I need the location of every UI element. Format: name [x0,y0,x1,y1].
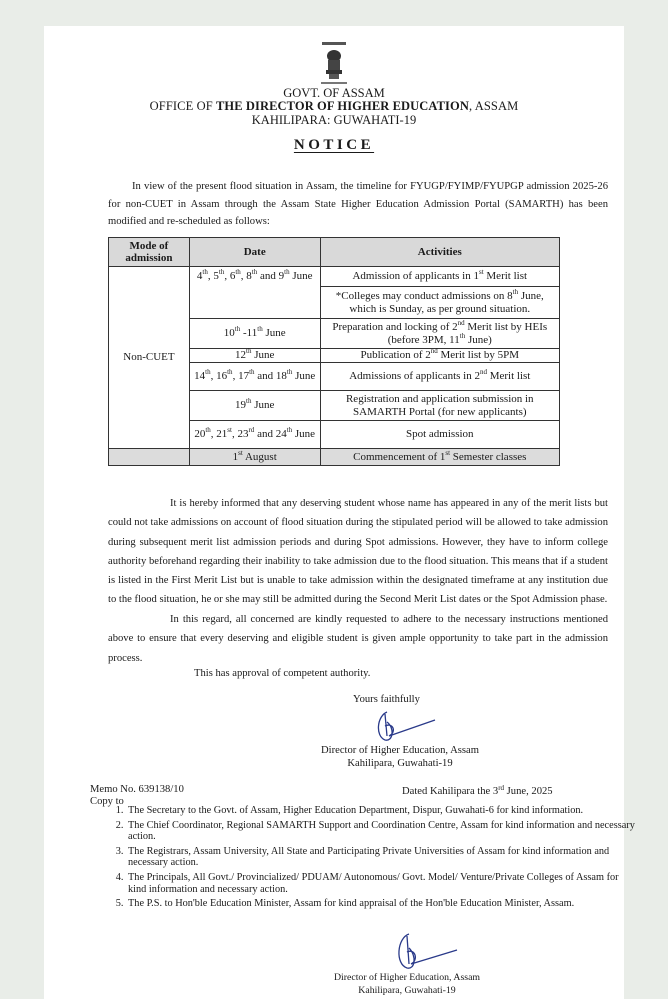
office-name: THE DIRECTOR OF HIGHER EDUCATION [215,99,469,113]
approval-text: This has approval of competent authority. [194,668,371,679]
copy-list-item: 1. The Secretary to the Govt. of Assam, Higher Education Department, Dispur, Guwahati-6 for kind information. [126,805,636,817]
copy-list-item: 3. The Registrars, Assam University, All State and Participating Private Universities of Assam for kind information and necessary action. [126,846,636,869]
header-date: Date [189,238,320,267]
copy-list-item: 4. The Principals, All Govt./ Provincialized/ PDUAM/ Autonomous/ Govt. Model/ Venture/Private Colleges of Assam for kind information and necessary action. [126,872,636,895]
copy-list-item: 2. The Chief Coordinator, Regional SAMARTH Support and Coordination Centre, Assam for kind information and necessary action. [126,820,636,843]
header-activities: Activities [320,238,559,267]
signatory-block [300,744,500,770]
date-cell: 19th June [189,391,320,421]
schedule-table [108,237,560,466]
signature-icon [365,706,445,746]
state-emblem-icon [316,40,352,88]
closing-text: Yours faithfully [353,694,420,705]
activity-cell: Admissions of applicants in 2nd Merit list [320,363,559,391]
memo-number: Memo No. 639138/10 [90,784,184,795]
date-cell: 12th June [189,349,320,363]
mode-cell: Non-CUET [109,267,190,449]
date-cell: 4th, 5th, 6th, 8th and 9th June [189,267,320,319]
paragraph-adherence: In this regard, all concerned are kindly requested to adhere to the necessary instructions mentioned above to ensure that every deserving and eligible student is given ample opportunity to take part in the admission process. [108,614,608,664]
office-address: KAHILIPARA: GUWAHATI-19 [251,113,417,127]
govt-heading: GOVT. OF ASSAM [283,86,385,100]
table-row [109,267,560,287]
paragraph-flood-info: It is hereby informed that any deserving student whose name has appeared in any of the merit lists but could not take admissions on account of flood situation during the stipulated period will be allowed to take admission during subsequent merit list admission periods and during Spot admissions. However, they have to inform college authority beforehand regarding their inability to take admission due to the flood situation. This means that if a student is listed in the First Merit List but is unable to take admission within the designated timeframe at any institution due to the flood situation, he or she may still be admitted during the Second Merit List dates or the Spot Admission phase. [108,498,608,606]
date-cell: 10th -11th June [189,319,320,349]
office-suffix: , ASSAM [468,99,519,113]
date-cell: 14th, 16th, 17th and 18th June [189,363,320,391]
signatory-address: Kahilipara, Guwahati-19 [347,758,453,769]
notice-title: NOTICE [293,137,375,153]
office-prefix: OFFICE OF [149,99,216,113]
activity-cell: Registration and application submission in SAMARTH Portal (for new applicants) [320,391,559,421]
activity-cell: Preparation and locking of 2nd Merit list by HEIs (before 3PM, 11th June) [320,319,559,349]
activity-cell: Publication of 2nd Merit list by 5PM [320,349,559,363]
intro-paragraph: In view of the present flood situation in Assam, the timeline for FYUGP/FYIMP/FYUPGP admission 2025-26 for non-CUET in Assam through the Assam State Higher Education Admission Portal (SAMARTH) has been modified and re-scheduled as follows: [108,181,608,228]
signature-icon [385,930,465,975]
copy-to-label: Copy to [90,796,124,807]
signatory-address: Kahilipara, Guwahati-19 [358,985,456,996]
signatory-title: Director of Higher Education, Assam [321,745,479,756]
date-cell: 20th, 21st, 23rd and 24th June [189,421,320,449]
table-row [109,449,560,466]
activity-cell: Commencement of 1st Semester classes [320,449,559,466]
header-mode: Mode of admission [109,238,190,267]
table-header-row [109,238,560,267]
signatory-title: Director of Higher Education, Assam [333,972,481,983]
copy-list-item: 5. The P.S. to Hon'ble Education Minister, Assam for kind appraisal of the Hon'ble Education Minister, Assam. [126,898,636,910]
date-sup: rd [498,784,505,792]
mode-cell-empty [109,449,190,466]
date-cell: 1st August [189,449,320,466]
date-suffix: June, 2025 [504,786,553,797]
memo-date [402,786,553,797]
office-heading [0,99,668,114]
signatory-block-2 [322,971,492,997]
date-prefix: Dated Kahilipara the 3 [402,786,499,797]
activity-cell: Spot admission [320,421,559,449]
copy-list [98,805,636,913]
activity-cell: *Colleges may conduct admissions on 8th June, which is Sunday, as per ground situation. [320,287,559,319]
activity-cell: Admission of applicants in 1st Merit list [320,267,559,287]
